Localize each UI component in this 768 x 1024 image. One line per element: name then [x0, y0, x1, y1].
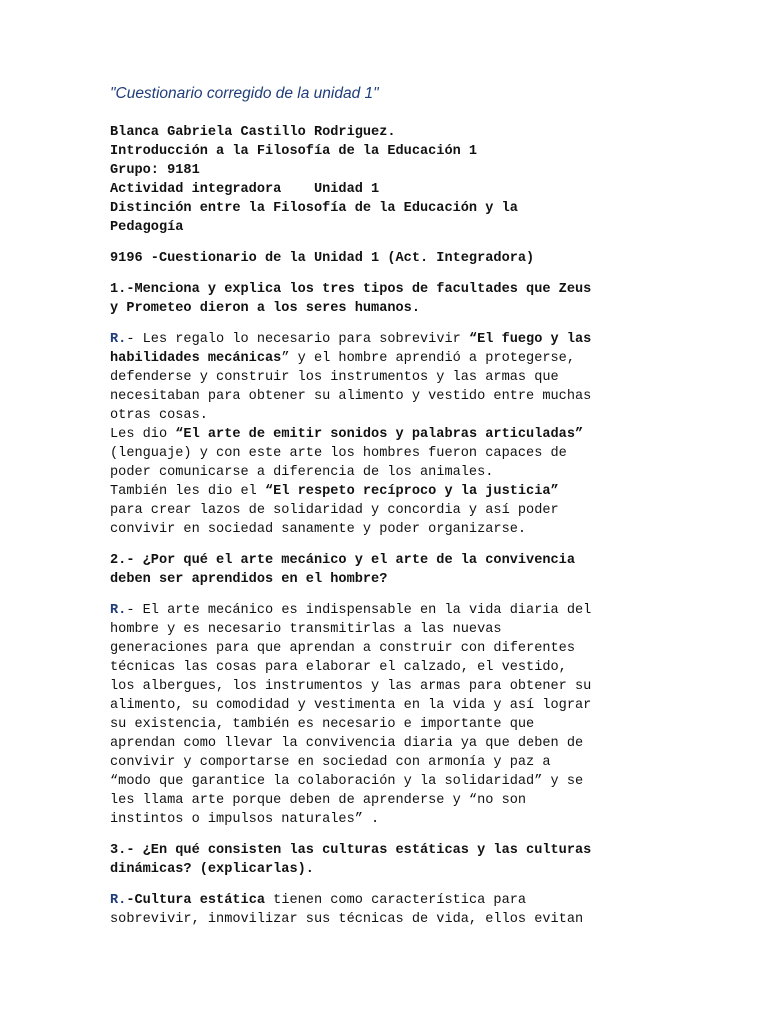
document-title: "Cuestionario corregido de la unidad 1" [110, 85, 379, 102]
answer-2-line: hombre y es necesario transmitirlas a las nuevas [110, 622, 502, 637]
questionnaire-subtitle: 9196 -Cuestionario de la Unidad 1 (Act. Integradora) [110, 251, 535, 266]
answer-1-line: para crear lazos de solidaridad y concordia y así poder [110, 503, 559, 518]
answer-2-line: su existencia, también es necesario e importante que [110, 717, 535, 732]
answer-2-line [110, 601, 662, 620]
answer-2-line: aprendan como llevar la convivencia diaria ya que deben de [110, 736, 584, 751]
answer-2-line: técnicas las cosas para elaborar el calzado, el vestido, [110, 660, 567, 675]
answer-2-line: generaciones para que aprendan a construir con diferentes [110, 641, 575, 656]
topic-line-1: Distinción entre la Filosofía de la Educación y la [110, 201, 518, 216]
answer-2-line: convivir y comportarse en sociedad con armonía y paz a [110, 755, 551, 770]
answer-1-line [110, 482, 662, 501]
answer-text: tienen como característica para [265, 893, 527, 908]
group-number: Grupo: 9181 [110, 163, 200, 178]
answer-2-line: alimento, su comodidad y vestimenta en la vida y así lograr [110, 698, 592, 713]
activity-line: Actividad integradora Unidad 1 [110, 182, 380, 197]
question-1-line: y Prometeo dieron a los seres humanos. [110, 301, 420, 316]
answer-1-line: necesitaban para obtener su alimento y vestido entre muchas [110, 389, 592, 404]
answer-2-line: “modo que garantice la colaboración y la solidaridad” y se [110, 774, 584, 789]
answer-text: ” y el hombre aprendió a protegerse, [281, 351, 575, 366]
answer-1-line [110, 425, 662, 444]
student-header [110, 123, 662, 237]
question-3 [110, 841, 662, 879]
answer-1-line: convivir en sociedad sanamente y poder organizarse. [110, 522, 527, 537]
course-name: Introducción a la Filosofía de la Educación 1 [110, 144, 478, 159]
answer-1-line: otras cosas. [110, 408, 208, 423]
answer-3 [110, 891, 662, 929]
question-1-line: 1.-Menciona y explica los tres tipos de facultades que Zeus [110, 282, 592, 297]
answer-1-line [110, 349, 662, 368]
answer-text: - Les regalo lo necesario para sobrevivir [126, 332, 469, 347]
answer-text: Les dio [110, 427, 176, 442]
answer-3-line: sobrevivir, inmovilizar sus técnicas de vida, ellos evitan [110, 912, 584, 927]
answer-highlight: “El fuego y las [468, 332, 592, 347]
answer-text: También les dio el [110, 484, 265, 499]
answer-1-line: poder comunicarse a diferencia de los animales. [110, 465, 494, 480]
question-2-line: 2.- ¿Por qué el arte mecánico y el arte de la convivencia [110, 553, 575, 568]
answer-highlight: -Cultura estática [126, 893, 266, 908]
question-2-line: deben ser aprendidos en el hombre? [110, 572, 388, 587]
answer-2 [110, 601, 662, 829]
answer-1-line: defenderse y construir los instrumentos y las armas que [110, 370, 559, 385]
answer-label: R. [110, 893, 127, 908]
student-name: Blanca Gabriela Castillo Rodriguez. [110, 125, 396, 140]
answer-2-line: los albergues, los instrumentos y las armas para obtener su [110, 679, 592, 694]
answer-1-line [110, 330, 662, 349]
answer-highlight: “El arte de emitir sonidos y palabras articuladas” [175, 427, 584, 442]
topic-line-2: Pedagogía [110, 220, 184, 235]
document-body [110, 84, 662, 929]
answer-3-line [110, 891, 662, 910]
answer-1 [110, 330, 662, 539]
answer-text: - El arte mecánico es indispensable en la vida diaria del [126, 603, 592, 618]
question-3-line: dinámicas? (explicarlas). [110, 862, 314, 877]
answer-1-line: (lenguaje) y con este arte los hombres fueron capaces de [110, 446, 567, 461]
answer-2-line: les llama arte porque deben de aprenderse y “no son [110, 793, 527, 808]
question-3-line: 3.- ¿En qué consisten las culturas estáticas y las culturas [110, 843, 592, 858]
answer-label: R. [110, 332, 127, 347]
answer-2-line: instintos o impulsos naturales” . [110, 812, 380, 827]
answer-label: R. [110, 603, 127, 618]
question-1 [110, 280, 662, 318]
answer-highlight: habilidades mecánicas [110, 351, 282, 366]
answer-highlight: “El respeto recíproco y la justicia” [265, 484, 559, 499]
question-2 [110, 551, 662, 589]
